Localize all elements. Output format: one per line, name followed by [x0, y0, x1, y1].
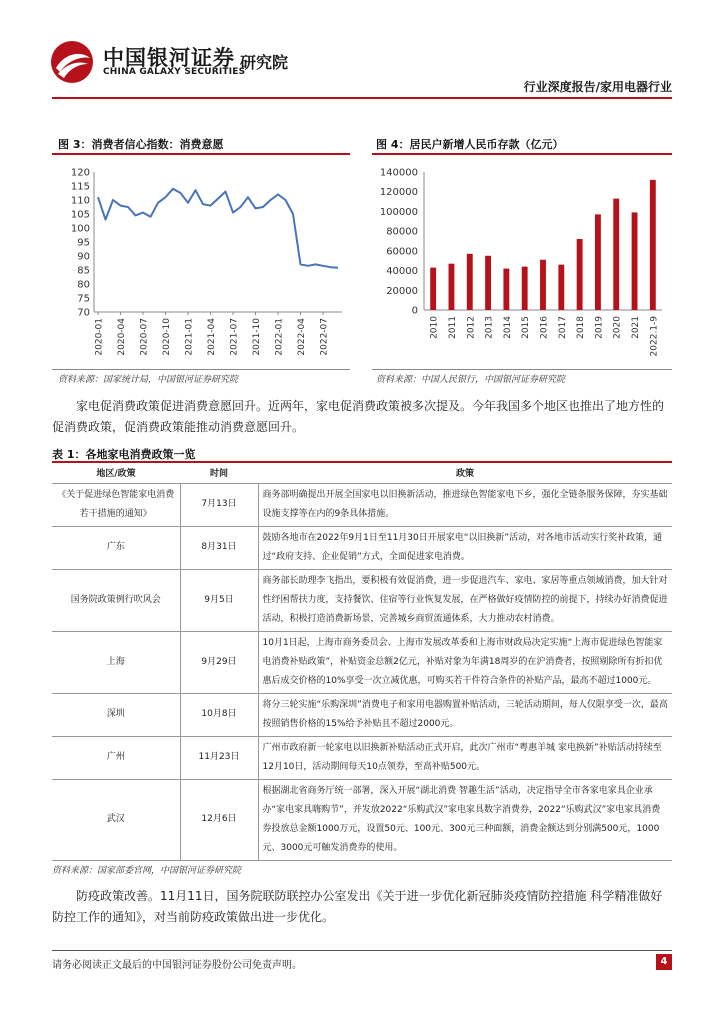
x-tick-label: 2022.1-9 — [649, 316, 660, 357]
table-cell-date: 11月23日 — [180, 736, 258, 779]
paragraph-epidemic-policy: 防疫政策改善。11月11日，国务院联防联控办公室发出《关于进一步优化新冠肺炎疫情防控措施 科学精准做好防控工作的通知》，对当前防疫政策做出进一步优化。 — [52, 889, 663, 924]
table-cell-region: 武汉 — [52, 779, 180, 860]
report-type: 行业深度报告/家用电器行业 — [523, 80, 672, 94]
table-cell-region: 上海 — [52, 631, 180, 693]
x-tick-label: 2021-01 — [184, 318, 195, 356]
table-cell-region: 广东 — [52, 526, 180, 569]
x-tick-label: 2014 — [502, 316, 513, 339]
y-tick-label: 70 — [77, 307, 90, 319]
table-cell-date: 9月29日 — [180, 631, 258, 693]
table-cell-policy: 商务部明确提出开展全国家电以旧换新活动，推进绿色智能家电下乡，强化全链条服务保障，夯实基础设施支撑等在内的9条具体措施。 — [258, 483, 672, 526]
table-cell-region: 深圳 — [52, 693, 180, 736]
page-number: 4 — [656, 954, 672, 970]
figure-4-title: 图 4：居民户新增人民币存款（亿元） — [376, 138, 564, 151]
y-tick-label: 100000 — [379, 206, 418, 218]
bar-2020 — [613, 199, 619, 310]
table-row — [52, 483, 672, 526]
figure-3-title: 图 3：消费者信心指数：消费意愿 — [58, 138, 224, 151]
table-cell-policy: 商务部长助理李飞指出，要积极有效促消费，进一步促进汽车、家电、家居等重点领域消费，加大针对性纾困帮扶力度，支持餐饮、住宿等行业恢复发展，在严格做好疫情防控的前提下，持续办好消费促进活动，积极打造消费新场景，完善城乡商贸流通体系，大力推动农村消费。 — [258, 569, 672, 631]
figure-4-source-divider — [372, 369, 672, 370]
x-tick-label: 2012 — [466, 316, 477, 339]
bar-2011 — [449, 264, 455, 310]
figure-4-divider — [372, 153, 672, 155]
table-header-date: 时间 — [180, 463, 258, 483]
series-line-consumption-willingness — [98, 189, 338, 268]
table-row — [52, 526, 672, 569]
x-tick-label: 2020-07 — [139, 318, 150, 356]
table-cell-region: 广州 — [52, 736, 180, 779]
table-cell-date: 10月8日 — [180, 693, 258, 736]
y-tick-label: 85 — [77, 265, 90, 277]
bar-2015 — [522, 267, 528, 310]
bar-2013 — [485, 256, 491, 310]
figure-3-divider — [52, 153, 350, 155]
y-tick-label: 120 — [70, 167, 90, 179]
table-cell-date: 8月31日 — [180, 526, 258, 569]
table-header-region: 地区/政策 — [52, 463, 180, 483]
table-cell-policy: 鼓励各地市在2022年9月1日至11月30日开展家电“以旧换新”活动，对各地市活动实行奖补政策，通过“政府支持、企业促销”方式，全面促进家电消费。 — [258, 526, 672, 569]
x-tick-label: 2019 — [594, 316, 605, 339]
bar-2014 — [503, 269, 509, 310]
x-tick-label: 2020-10 — [162, 318, 172, 356]
y-tick-label: 95 — [77, 237, 90, 249]
x-tick-label: 2013 — [484, 316, 495, 339]
y-tick-label: 105 — [70, 209, 90, 221]
footer-divider — [52, 950, 672, 951]
y-tick-label: 20000 — [386, 285, 418, 297]
table-header-row — [52, 463, 672, 483]
company-name-cn: 中国银河证券 — [103, 46, 235, 70]
x-tick-label: 2016 — [539, 316, 550, 339]
y-tick-label: 100 — [70, 223, 90, 235]
institute-name: 研究院 — [240, 53, 289, 72]
y-tick-label: 60000 — [386, 246, 418, 258]
y-tick-label: 75 — [77, 293, 90, 305]
x-tick-label: 2021 — [631, 316, 642, 339]
y-tick-label: 140000 — [379, 167, 418, 179]
policy-table — [52, 463, 672, 861]
table-1-title: 表 1：各地家电消费政策一览 — [52, 448, 196, 461]
table-1-source: 资料来源：国家部委官网，中国银河证券研究院 — [52, 866, 242, 876]
consumer-confidence-line-chart — [52, 160, 352, 365]
x-tick-label: 2020-01 — [94, 318, 105, 356]
x-tick-label: 2021-04 — [207, 318, 217, 356]
table-cell-date: 9月5日 — [180, 569, 258, 631]
table-row — [52, 779, 672, 860]
table-cell-policy: 根据湖北省商务厅统一部署，深入开展“湖北消费 智趣生活”活动，决定指导全市各家电家具企业承办“家电家具嗨购节”，并发放2022“乐购武汉”家电家具数字消费券，2022“乐购武汉”家电家具消费券投放总金额1000万元，设置50元、100元、300元三种面额，消费金额达到分别满500元，1000元、3000元可触发消费券的使用。 — [258, 779, 672, 860]
page-header — [0, 0, 724, 100]
table-header-policy: 政策 — [258, 463, 672, 483]
paragraph-consumption-policy: 家电促消费政策促进消费意愿回升。近两年，家电促消费政策被多次提及。今年我国多个地区也推出了地方性的促消费政策，促消费政策能推动消费意愿回升。 — [52, 399, 665, 434]
bar-2022.1-9 — [650, 180, 656, 310]
x-tick-label: 2011 — [447, 316, 458, 339]
table-cell-date: 12月6日 — [180, 779, 258, 860]
x-tick-label: 2017 — [557, 316, 568, 339]
table-cell-policy: 广州市政府新一轮家电以旧换新补贴活动正式开启，此次广州市“粤惠羊城 家电换新”补贴活动持续至12月10日，活动期间每天10点领券，至高补贴500元。 — [258, 736, 672, 779]
figure-3-source: 资料来源：国家统计局，中国银河证券研究院 — [58, 375, 239, 385]
x-tick-label: 2015 — [521, 316, 532, 339]
y-tick-label: 80 — [77, 279, 90, 291]
bar-2010 — [430, 268, 436, 310]
table-row — [52, 693, 672, 736]
x-tick-label: 2022-01 — [274, 318, 285, 356]
x-tick-label: 2022-07 — [319, 318, 330, 356]
y-tick-label: 115 — [70, 181, 90, 193]
y-tick-label: 0 — [411, 305, 418, 317]
bar-2019 — [595, 214, 601, 310]
x-tick-label: 2018 — [576, 316, 587, 339]
y-tick-label: 110 — [70, 195, 90, 207]
table-cell-region: 《关于促进绿色智能家电消费若干措施的通知》 — [52, 483, 180, 526]
bar-2021 — [632, 212, 638, 310]
bar-2012 — [467, 254, 473, 310]
table-cell-policy: 将分三轮实施“乐购深圳”消费电子和家用电器购置补贴活动，三轮活动期间，每人仅限享受一次，最高按照销售价格的15%给予补贴且不超过2000元。 — [258, 693, 672, 736]
table-cell-policy: 10月1日起，上海市商务委员会、上海市发展改革委和上海市财政局决定实施“上海市促进绿色智能家电消费补贴政策”，补贴资金总额2亿元，补贴对象为年满18周岁的在沪消费者，按照剔除所有折扣优惠后成交价格的10%享受一次立减优惠，可购买若干件符合条件的补贴产品，最高不超过1000元。 — [258, 631, 672, 693]
header-divider — [52, 97, 672, 99]
y-tick-label: 80000 — [386, 226, 418, 238]
figure-4-source: 资料来源：中国人民银行，中国银河证券研究院 — [376, 375, 566, 385]
x-tick-label: 2020-04 — [117, 318, 127, 356]
table-row — [52, 736, 672, 779]
table-row — [52, 631, 672, 693]
x-tick-label: 2021-10 — [252, 318, 262, 356]
company-name-en: CHINA GALAXY SECURITIES — [103, 67, 246, 77]
company-logo-icon — [48, 38, 96, 86]
y-tick-label: 40000 — [386, 266, 418, 278]
table-cell-region: 国务院政策例行吹风会 — [52, 569, 180, 631]
household-deposit-bar-chart — [372, 160, 672, 365]
figure-3-source-divider — [52, 369, 350, 370]
y-tick-label: 120000 — [379, 187, 418, 199]
x-tick-label: 2010 — [429, 316, 440, 339]
x-tick-label: 2021-07 — [229, 318, 240, 356]
y-tick-label: 90 — [77, 251, 90, 263]
footer-disclaimer: 请务必阅读正文最后的中国银河证券股份公司免责声明。 — [52, 960, 302, 971]
x-tick-label: 2020 — [612, 316, 623, 339]
bar-2018 — [577, 239, 583, 310]
table-row — [52, 569, 672, 631]
x-tick-label: 2022-04 — [297, 318, 307, 356]
bar-2016 — [540, 260, 546, 310]
bar-2017 — [558, 265, 564, 310]
table-cell-date: 7月13日 — [180, 483, 258, 526]
